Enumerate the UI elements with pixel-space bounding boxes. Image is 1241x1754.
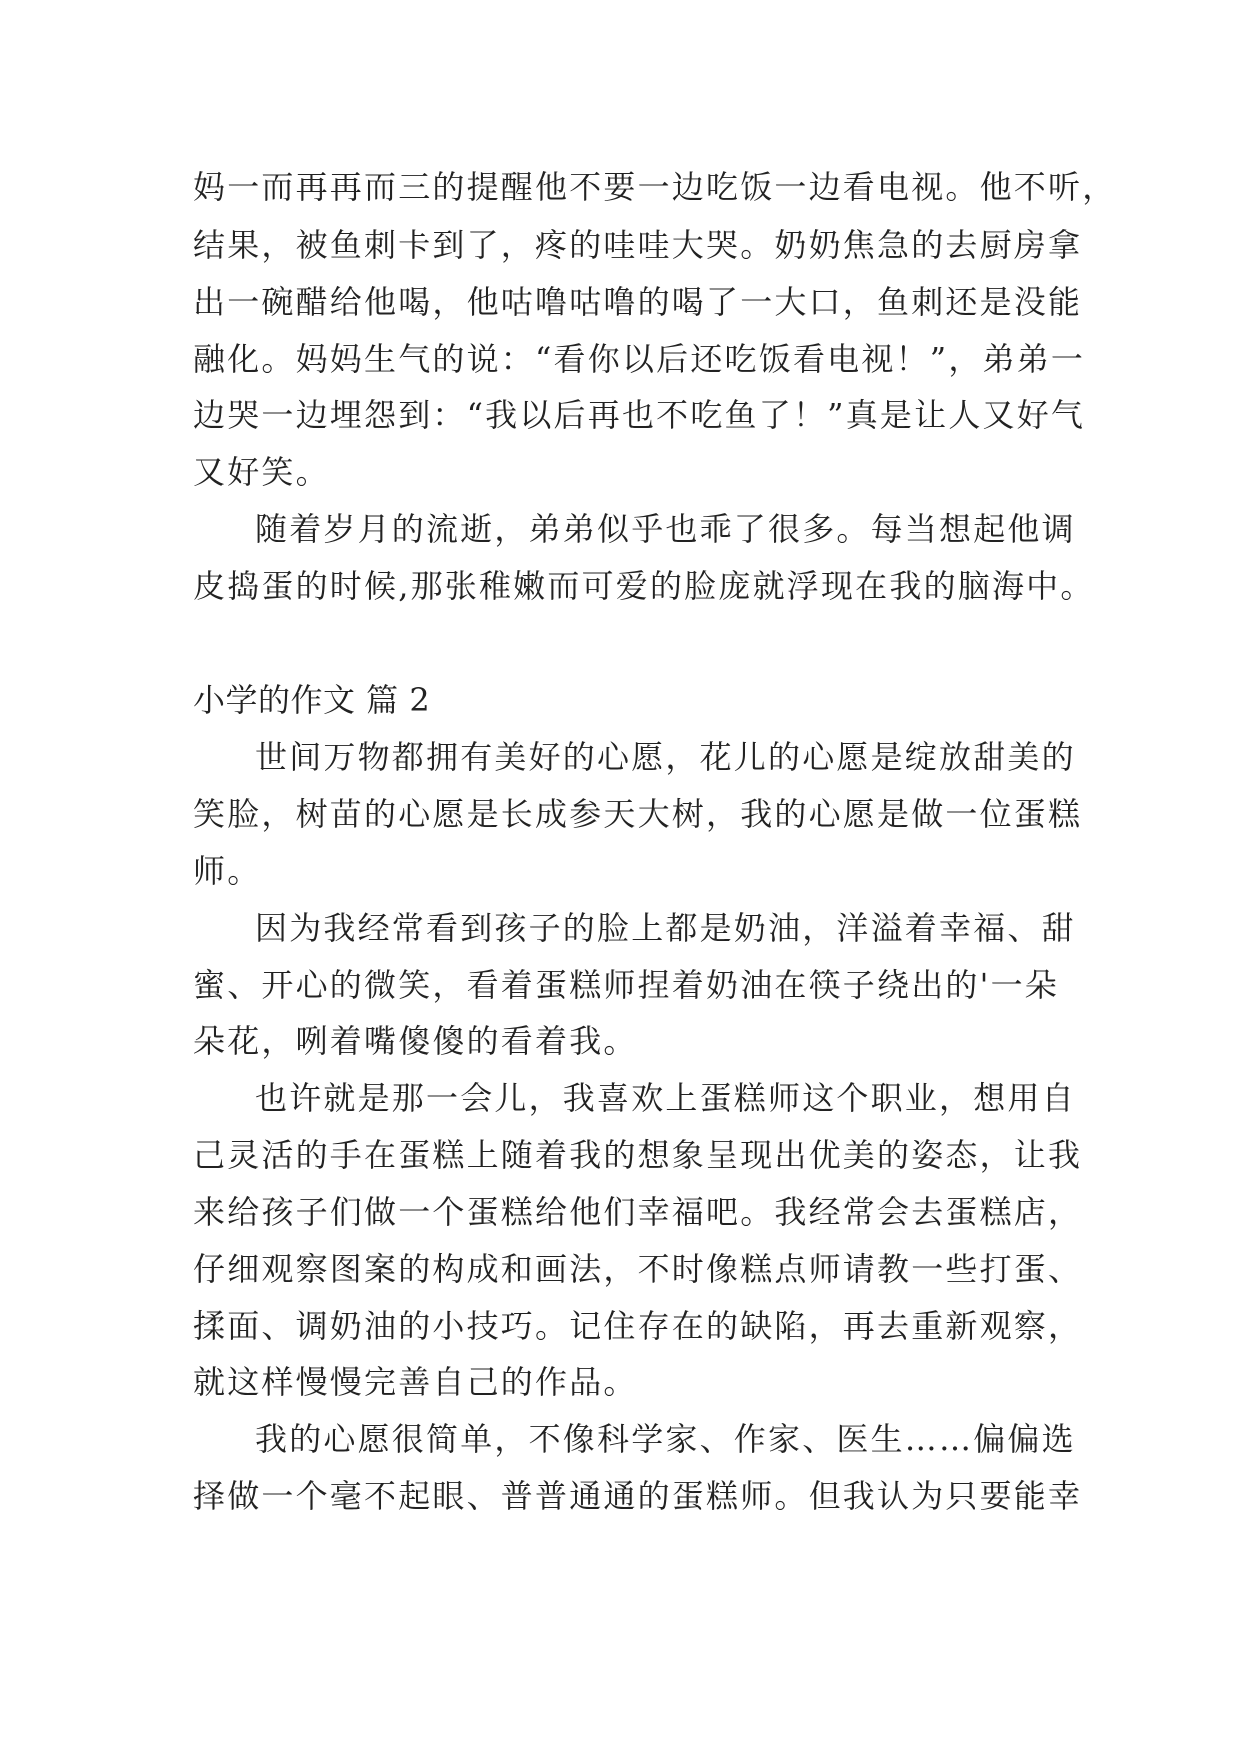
text-line: 朵花，咧着嘴傻傻的看着我。 <box>193 1022 638 1060</box>
text-line: 笑脸，树苗的心愿是长成参天大树，我的心愿是做一位蛋糕 <box>193 795 1083 833</box>
text-line: 我的心愿很简单，不像科学家、作家、医生……偏偏选 <box>255 1420 1076 1458</box>
text-line: 世间万物都拥有美好的心愿，花儿的心愿是绽放甜美的 <box>255 738 1076 776</box>
text-line: 也许就是那一会儿，我喜欢上蛋糕师这个职业，想用自 <box>255 1079 1076 1117</box>
text-line: 仔细观察图案的构成和画法，不时像糕点师请教一些打蛋、 <box>193 1250 1083 1288</box>
text-line: 妈一而再再而三的提醒他不要一边吃饭一边看电视。他不听， <box>193 168 1117 206</box>
text-line: 结果，被鱼刺卡到了，疼的哇哇大哭。奶奶焦急的去厨房拿 <box>193 226 1083 264</box>
text-line: 就这样慢慢完善自己的作品。 <box>193 1363 638 1401</box>
text-line: 己灵活的手在蛋糕上随着我的想象呈现出优美的姿态，让我 <box>193 1136 1083 1174</box>
text-line: 边哭一边埋怨到：“我以后再也不吃鱼了！”真是让人又好气 <box>193 396 1086 434</box>
text-line: 师。 <box>193 852 262 890</box>
text-line: 因为我经常看到孩子的脸上都是奶油，洋溢着幸福、甜 <box>255 909 1076 947</box>
text-line: 出一碗醋给他喝，他咕噜咕噜的喝了一大口，鱼刺还是没能 <box>193 283 1083 321</box>
section-title: 小学的作文 篇 2 <box>193 681 431 719</box>
text-line: 来给孩子们做一个蛋糕给他们幸福吧。我经常会去蛋糕店， <box>193 1193 1083 1231</box>
text-line: 择做一个毫不起眼、普普通通的蛋糕师。但我认为只要能幸 <box>193 1477 1083 1515</box>
text-line: 又好笑。 <box>193 453 330 491</box>
text-line: 随着岁月的流逝，弟弟似乎也乖了很多。每当想起他调 <box>255 510 1076 548</box>
text-line: 融化。妈妈生气的说：“看你以后还吃饭看电视！”，弟弟一 <box>193 340 1086 378</box>
text-line: 揉面、调奶油的小技巧。记住存在的缺陷，再去重新观察， <box>193 1307 1083 1345</box>
text-line: 皮捣蛋的时候,那张稚嫩而可爱的脸庞就浮现在我的脑海中。 <box>193 567 1095 605</box>
text-line: 蜜、开心的微笑，看着蛋糕师捏着奶油在筷子绕出的'一朵 <box>193 966 1059 1004</box>
